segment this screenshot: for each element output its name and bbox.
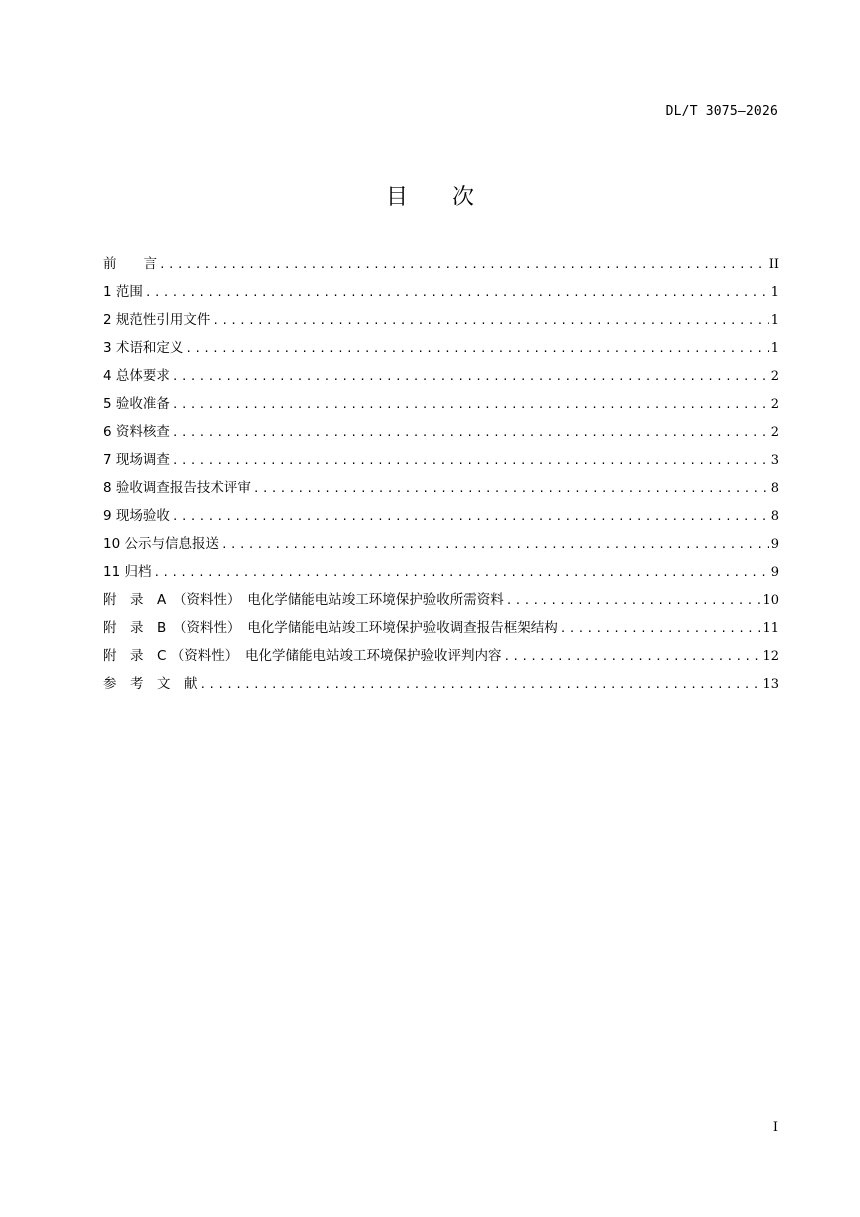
toc-leader-dots xyxy=(172,363,769,391)
toc-entry-page: 1 xyxy=(770,313,779,328)
toc-title-char-1: 目 xyxy=(385,185,408,210)
toc-entry-site-acceptance[interactable] xyxy=(103,502,779,530)
toc-entry-page: 8 xyxy=(770,481,779,496)
toc-entry-label: 2 规范性引用文件 xyxy=(103,312,211,328)
toc-title xyxy=(0,180,860,211)
toc-entry-appendix-b[interactable] xyxy=(103,614,779,642)
toc-entry-document-review[interactable] xyxy=(103,418,779,446)
toc-entry-page: 9 xyxy=(770,565,779,580)
toc-leader-dots xyxy=(172,419,769,447)
toc-leader-dots xyxy=(172,447,769,475)
toc-entry-acceptance-preparation[interactable] xyxy=(103,390,779,418)
toc-entry-label: 10 公示与信息报送 xyxy=(103,536,219,552)
toc-title-char-2: 次 xyxy=(452,185,475,210)
table-of-contents xyxy=(103,250,779,698)
toc-entry-normative-references[interactable] xyxy=(103,306,779,334)
toc-leader-dots xyxy=(153,559,768,587)
toc-leader-dots xyxy=(145,279,769,307)
toc-leader-dots xyxy=(560,615,761,643)
toc-entry-general-requirements[interactable] xyxy=(103,362,779,390)
toc-entry-page: 8 xyxy=(770,509,779,524)
page-number: I xyxy=(772,1120,778,1135)
toc-leader-dots xyxy=(253,475,769,503)
toc-entry-label: 附 录 C （资料性） 电化学储能电站竣工环境保护验收评判内容 xyxy=(103,648,502,664)
toc-entry-label: 4 总体要求 xyxy=(103,368,170,384)
toc-entry-label: 1 范围 xyxy=(103,284,143,300)
toc-leader-dots xyxy=(185,335,768,363)
toc-entry-page: 9 xyxy=(770,537,779,552)
toc-entry-page: 13 xyxy=(762,677,779,692)
toc-entry-label: 附 录 B （资料性） 电化学储能电站竣工环境保护验收调查报告框架结构 xyxy=(103,620,558,636)
toc-entry-appendix-c[interactable] xyxy=(103,642,779,670)
toc-leader-dots xyxy=(200,671,761,699)
toc-entry-label: 前 言 xyxy=(103,256,157,272)
toc-entry-page: 1 xyxy=(770,285,779,300)
toc-entry-site-survey[interactable] xyxy=(103,446,779,474)
toc-leader-dots xyxy=(221,531,769,559)
toc-entry-appendix-a[interactable] xyxy=(103,586,779,614)
document-code: DL/T 3075—2026 xyxy=(665,104,778,119)
toc-entry-label: 8 验收调查报告技术评审 xyxy=(103,480,251,496)
toc-entry-label: 7 现场调查 xyxy=(103,452,170,468)
toc-leader-dots xyxy=(212,307,768,335)
toc-leader-dots xyxy=(506,587,761,615)
toc-entry-page: 3 xyxy=(770,453,779,468)
toc-entry-page: 2 xyxy=(770,369,779,384)
toc-entry-publicity[interactable] xyxy=(103,530,779,558)
toc-entry-foreword[interactable] xyxy=(103,250,779,278)
toc-leader-dots xyxy=(172,391,769,419)
toc-leader-dots xyxy=(159,251,767,279)
toc-entry-page: 12 xyxy=(762,649,779,664)
toc-entry-archiving[interactable] xyxy=(103,558,779,586)
toc-entry-page: 11 xyxy=(762,621,779,636)
toc-entry-page: 2 xyxy=(770,425,779,440)
toc-entry-label: 5 验收准备 xyxy=(103,396,170,412)
toc-entry-label: 参 考 文 献 xyxy=(103,676,198,692)
toc-entry-label: 6 资料核查 xyxy=(103,424,170,440)
toc-entry-label: 9 现场验收 xyxy=(103,508,170,524)
toc-leader-dots xyxy=(172,503,769,531)
toc-entry-bibliography[interactable] xyxy=(103,670,779,698)
toc-entry-page: II xyxy=(768,257,779,272)
toc-entry-label: 11 归档 xyxy=(103,564,152,580)
toc-entry-page: 1 xyxy=(770,341,779,356)
toc-entry-page: 2 xyxy=(770,397,779,412)
toc-entry-label: 附 录 A （资料性） 电化学储能电站竣工环境保护验收所需资料 xyxy=(103,592,504,608)
toc-entry-label: 3 术语和定义 xyxy=(103,340,184,356)
toc-entry-report-technical-review[interactable] xyxy=(103,474,779,502)
toc-entry-page: 10 xyxy=(762,593,779,608)
toc-entry-terms[interactable] xyxy=(103,334,779,362)
toc-leader-dots xyxy=(503,643,760,671)
toc-entry-scope[interactable] xyxy=(103,278,779,306)
